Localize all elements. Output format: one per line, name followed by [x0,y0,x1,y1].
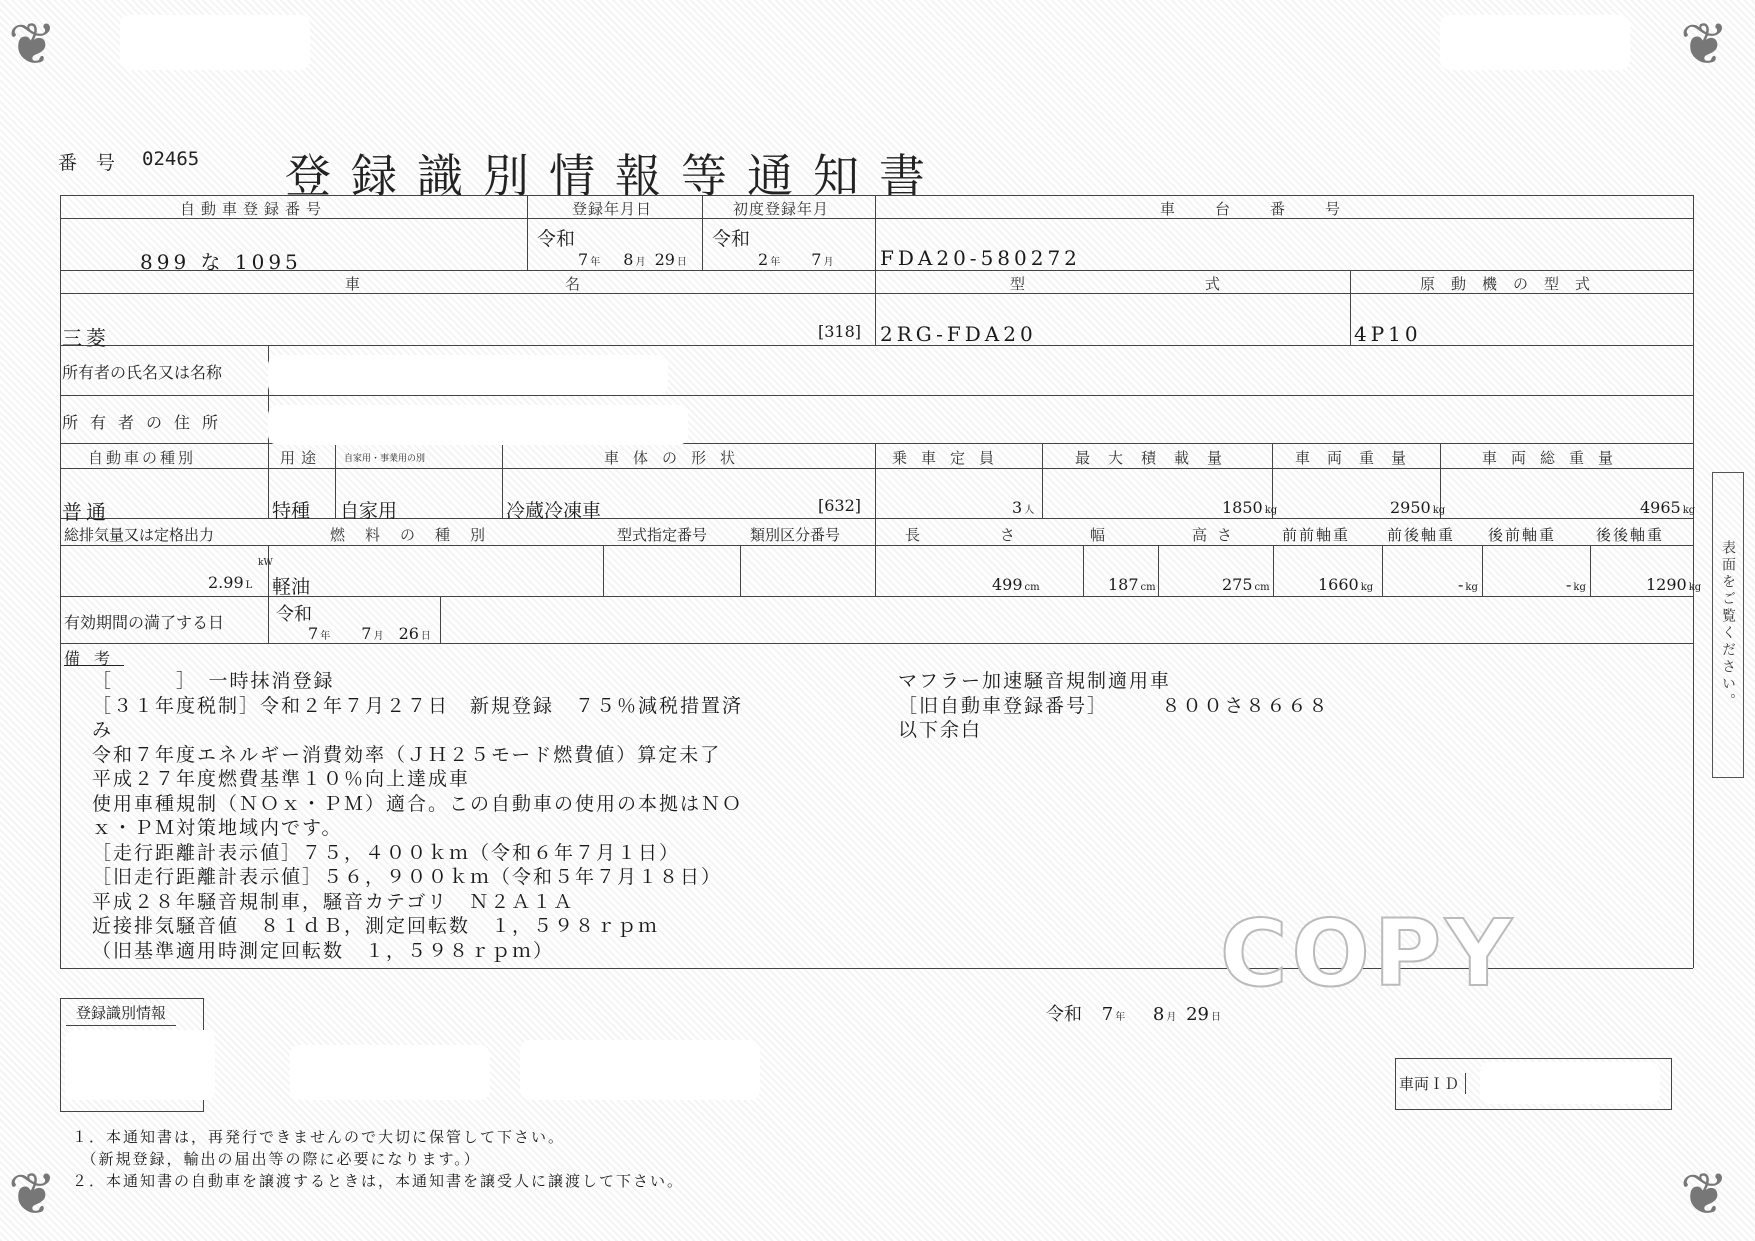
footer-note: １．本通知書は，再発行できませんので大切に保管して下さい。 [72,1128,566,1146]
fuel-value: 軽油 [272,576,311,598]
footer-note: （新規登録，輸出の届出等の際に必要になります。） [72,1150,481,1168]
reg-date-era: 令和 [537,228,576,250]
document-title: 登録識別情報等通知書 [285,149,945,203]
reg-date-value: 7 年 8 月 29 日 [578,250,687,269]
width-label: 幅 [1090,526,1112,544]
capacity-value: 3 人 [1012,498,1035,517]
private-business-label: 自家用・事業用の別 [344,454,426,464]
capacity-label: 乗車定員 [892,449,1009,467]
expiry-label: 有効期間の満了する日 [64,613,225,632]
fuel-label: 燃料の種別 [330,526,506,544]
remark-line: マフラー加速騒音規制適用車 [898,670,1172,692]
height-value: 275 cm [1222,575,1270,594]
copy-watermark: COPY [1220,900,1516,1007]
max-load-label: 最大積載量 [1075,449,1241,467]
reg-date-label: 登録年月日 [572,200,653,218]
owner-address-label: 所有者の住所 [62,413,231,432]
chassis-label: 車台番号 [1160,200,1381,218]
redaction [268,355,668,395]
remark-line: ［旧走行距離計表示値］５６，９００ｋｍ（令和５年７月１８日） [92,866,723,888]
car-name-label: 車名 [345,275,786,293]
reg-number-value: 899 な 1095 [140,250,302,274]
side-note: 表面をご覧ください。 [1712,472,1744,778]
remark-line: み [92,719,114,741]
vehicle-kind-label: 自動車の種別 [88,449,197,467]
rr-axle-label: 後後軸重 [1596,526,1665,544]
expiry-value: 7 年 7 月 26 日 [308,624,431,643]
reg-number-label: 自動車登録番号 [180,200,328,218]
first-reg-label: 初度登録年月 [733,200,830,218]
usage-label: 用途 [280,449,323,467]
rr-axle-value: 1290 kg [1646,575,1702,594]
vehicle-id-label: 車両ＩＤ [1399,1073,1466,1094]
redaction [290,1045,490,1100]
engine-model-label: 原動機の型式 [1420,275,1607,293]
redaction [120,15,310,70]
vehicle-kind-value: 普通 [62,500,110,524]
corner-ornament-icon: ❦ [1680,10,1729,78]
remark-line: 平成２７年度燃費基準１０％向上達成車 [92,768,471,790]
body-shape-value: 冷蔵冷凍車 [506,500,602,522]
remark-line: 以下余白 [898,719,983,741]
redaction [65,1030,215,1100]
car-name-code: [318] [818,322,862,341]
remark-line: 使用車種規制（ＮＯｘ・ＰＭ）適合。この自動車の使用の本拠はＮＯ [92,792,744,815]
category-number-label: 類別区分番号 [750,526,841,544]
remark-line: 令和７年度エネルギー消費効率（ＪＨ２５モード燃費値）算定未了 [92,743,722,766]
first-reg-value: 2 年 7 月 [758,250,834,269]
car-name-value: 三菱 [62,326,110,350]
displacement-unit-kw: kW [258,558,273,568]
owner-name-label: 所有者の氏名又は名称 [62,363,223,382]
corner-ornament-icon: ❦ [8,10,57,78]
remark-line: ［３１年度税制］令和２年７月２７日 新規登録 ７５％減税措置済 [92,694,744,717]
fr-axle-value: - kg [1458,575,1478,594]
reg-id-info-label: 登録識別情報 [66,1002,176,1026]
redaction [1480,1062,1660,1104]
chassis-value: FDA20-580272 [880,246,1081,270]
gross-weight-value: 4965 kg [1640,498,1696,517]
remarks-label: 備考 [64,649,125,668]
fr-axle-label: 前後軸重 [1387,526,1456,544]
vehicle-weight-value: 2950 kg [1390,498,1446,517]
body-code: [632] [818,496,862,515]
expiry-era: 令和 [276,604,312,625]
vehicle-weight-label: 車両重量 [1295,449,1424,467]
displacement-value: 2.99 L [208,573,253,592]
redaction [1440,15,1630,70]
model-value: 2RG-FDA20 [880,322,1037,346]
rf-axle-value: - kg [1566,575,1586,594]
remark-line: ｘ・ＰＭ対策地域内です。 [92,817,343,839]
body-shape-label: 車体の形状 [604,449,750,467]
remark-line: ［旧自動車登録番号］ ８００さ８６６８ [898,694,1330,717]
length-label: 長さ [905,526,1096,544]
remark-line: ［走行距離計表示値］７５，４００ｋｍ（令和６年７月１日） [92,841,681,864]
redaction [520,1040,760,1100]
document-number: 02465 [142,148,200,170]
remark-line: 平成２８年騒音規制車，騒音カテゴリ Ｎ２Ａ１Ａ [92,890,575,913]
displacement-label: 総排気量又は定格出力 [64,526,215,544]
remark-line: 近接排気騒音値 ８１ｄＢ，測定回転数 １，５９８ｒｐｍ [92,915,660,937]
issue-date: 令和 7 年 8 月 29 日 [1046,1004,1222,1025]
remark-line: （旧基準適用時測定回転数 １，５９８ｒｐｍ） [92,939,555,962]
number-label: 番 号 [58,152,116,174]
engine-model-value: 4P10 [1354,322,1422,346]
corner-ornament-icon: ❦ [1680,1160,1729,1228]
usage-value: 特種 [272,500,311,522]
corner-ornament-icon: ❦ [8,1160,57,1228]
length-value: 499 cm [992,575,1040,594]
max-load-value: 1850 kg [1222,498,1278,517]
footer-note: ２．本通知書の自動車を譲渡するときは，本通知書を譲受人に譲渡して下さい。 [72,1172,685,1190]
private-business-value: 自家用 [340,500,398,522]
rf-axle-label: 後前軸重 [1488,526,1557,544]
first-reg-era: 令和 [712,228,751,250]
model-label: 型式 [1010,275,1401,293]
width-value: 187 cm [1108,575,1156,594]
type-designation-label: 型式指定番号 [617,526,708,544]
remark-line: ［ ］ 一時抹消登録 [92,670,335,692]
redaction [268,405,688,445]
ff-axle-value: 1660 kg [1318,575,1374,594]
ff-axle-label: 前前軸重 [1282,526,1351,544]
gross-weight-label: 車両総重量 [1482,449,1628,467]
height-label: 高さ [1192,526,1243,544]
